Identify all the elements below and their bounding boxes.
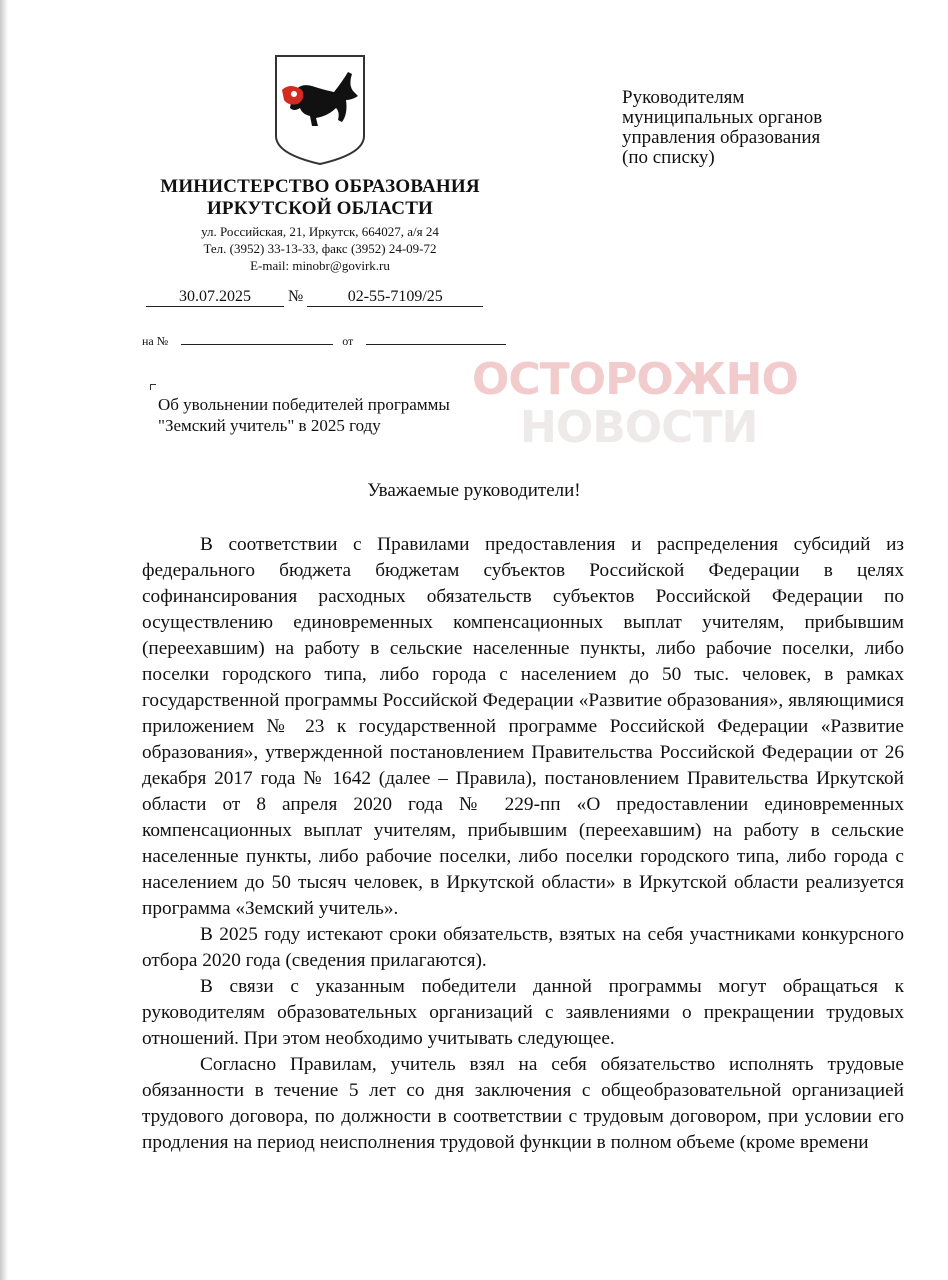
- coat-of-arms-icon: [272, 52, 368, 168]
- ministry-name-line2: ИРКУТСКОЙ ОБЛАСТИ: [206, 198, 434, 219]
- ministry-address: ул. Российская, 21, Иркутск, 664027, а/я 24: [201, 224, 439, 239]
- reply-number-blank: [181, 330, 333, 345]
- body-paragraph: В соответствии с Правилами предоставления и распределения субсидий из федерального бюджета бюджетам субъектов Российской Федерации в целях софинансирования расходных обязательств субъектов Российской Федерации по осуществлению единовременных компенсационных выплат учителям, прибывшим (переехавшим) на работу в сельские населенные пункты, либо рабочие поселки, либо поселки городского типа, либо города с населением до 50 тыс. человек, в рамках государственной программы Российской Федерации «Развитие образования», являющимися приложением № 23 к государственной программе Российской Федерации «Развитие образования», утвержденной постановлением Правительства Российской Федерации от 26 декабря 2017 года № 1642 (далее – Правила), постановлением Правительства Иркутской области от 8 апреля 2020 года № 229-пп «О предоставлении единовременных компенсационных выплат учителям, прибывшим (переехавшим) на работу в сельские населенные пункты, либо рабочие поселки, либо поселки городского типа, либо города с населением до 50 тысяч человек, в Иркутской области» в Иркутской области реализуется программа «Земский учитель».: [142, 534, 904, 919]
- registration-line: [146, 288, 483, 307]
- registration-number-label: №: [288, 288, 304, 305]
- ministry-email: E-mail: minobr@govirk.ru: [250, 258, 390, 273]
- registration-number: 02-55-7109/25: [307, 288, 483, 307]
- addressee-block: [622, 88, 922, 168]
- body-paragraph: Согласно Правилам, учитель взял на себя обязательство исполнять трудовые обязанности в течение 5 лет со дня заключения с общеобразовательной организацией трудового договора, по должности в соответствии с трудовым договором, при условии его продления на период неисполнения трудовой функции в полном объеме (кроме времени: [142, 1054, 904, 1153]
- body-paragraph: В 2025 году истекают сроки обязательств, взятых на себя участниками конкурсного отбора 2020 года (сведения прилагаются).: [142, 924, 904, 971]
- registration-date: 30.07.2025: [146, 288, 284, 307]
- addressee-line: Руководителям: [622, 87, 745, 108]
- watermark: [472, 354, 802, 454]
- page-edge-shadow: [0, 0, 8, 1280]
- ministry-phone: Тел. (3952) 33-13-33, факс (3952) 24-09-72: [203, 241, 437, 256]
- addressee-line: (по списку): [622, 147, 715, 168]
- letter-body: [142, 532, 904, 1156]
- reply-date-blank: [366, 330, 506, 345]
- addressee-line: муниципальных органов: [622, 107, 823, 128]
- body-paragraph: В связи с указанным победители данной программы могут обращаться к руководителям образовательных организаций с заявлениями о прекращении трудовых отношений. При этом необходимо учитывать следующее.: [142, 976, 904, 1049]
- reply-label: на №: [142, 334, 169, 348]
- watermark-line1: ОСТОРОЖНО: [472, 354, 798, 405]
- greeting: Уважаемые руководители!: [367, 480, 581, 501]
- addressee-line: управления образования: [622, 127, 821, 148]
- ministry-letterhead: [140, 176, 500, 274]
- letter-subject: Об увольнении победителей программы "Земский учитель" в 2025 году: [158, 395, 450, 435]
- reply-reference-line: [142, 330, 506, 349]
- ministry-name-line1: МИНИСТЕРСТВО ОБРАЗОВАНИЯ: [160, 176, 480, 197]
- from-label: от: [342, 334, 354, 348]
- watermark-line2: НОВОСТИ: [520, 402, 758, 453]
- subject-corner-mark: [150, 384, 156, 390]
